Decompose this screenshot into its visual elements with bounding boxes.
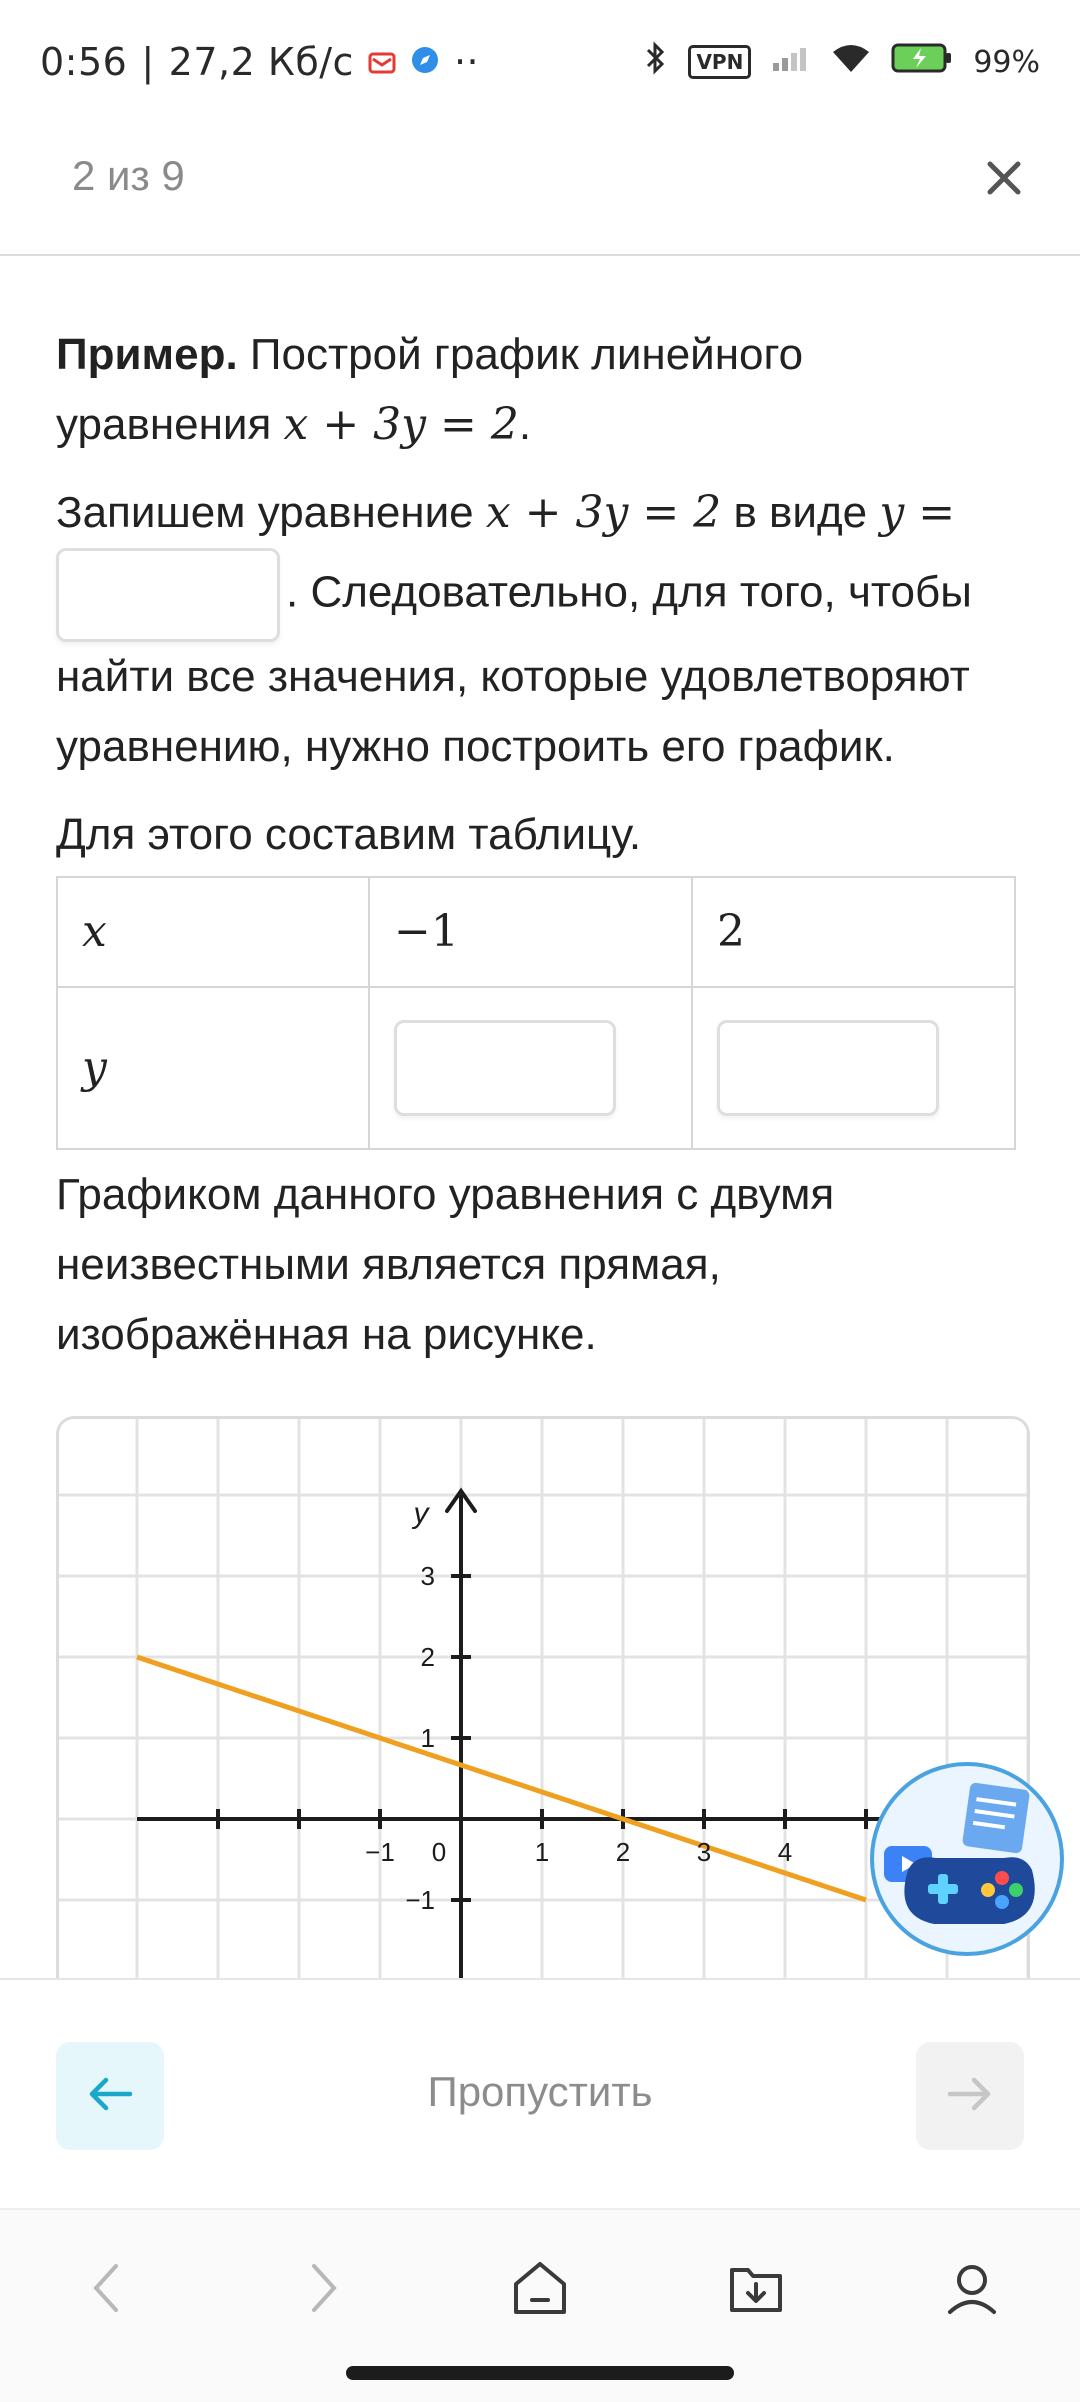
browser-home-button[interactable] xyxy=(504,2254,576,2326)
next-button[interactable] xyxy=(916,2042,1024,2150)
example-equation: x + 3y = 2 xyxy=(283,399,519,450)
y-tick-label: 1 xyxy=(420,1723,435,1753)
y-tick-label: −1 xyxy=(405,1885,435,1915)
status-right xyxy=(644,40,1040,84)
values-table xyxy=(56,876,1016,1150)
rewrite-text-c: . Следовательно, для того, чтобы найти все значения, которые удовлетворяют уравнению, нужно построить его график. xyxy=(56,567,972,771)
x-tick-label: −1 xyxy=(365,1837,395,1867)
status-speed: 27,2 Кб/с xyxy=(168,40,354,84)
example-label: Пример. xyxy=(56,330,238,379)
table-cell-x-label: x xyxy=(57,877,369,987)
lesson-header xyxy=(0,130,1080,256)
browser-profile-button[interactable] xyxy=(936,2254,1008,2326)
download-folder-icon xyxy=(726,2258,786,2323)
progress-counter: 2 из 9 xyxy=(72,152,185,199)
table-row-y xyxy=(57,987,1015,1149)
game-widget-button[interactable] xyxy=(870,1762,1064,1956)
table-cell-x1: −1 xyxy=(369,877,692,987)
example-text: Построй график линейного уравнения xyxy=(56,330,804,449)
table-cell-y2 xyxy=(692,987,1015,1149)
close-button[interactable] xyxy=(972,148,1036,212)
rewrite-paragraph xyxy=(56,478,1016,782)
compass-icon xyxy=(410,40,440,84)
gamepad-icon xyxy=(874,1766,1060,1952)
status-left xyxy=(40,40,479,84)
signal-icon xyxy=(771,43,811,81)
lesson-content xyxy=(56,320,1016,1388)
wifi-icon xyxy=(831,42,871,82)
equation-line xyxy=(137,1657,866,1900)
arrow-right-icon xyxy=(946,2076,994,2117)
rewrite-equation: x + 3y = 2 xyxy=(485,487,722,538)
y2-answer-input[interactable] xyxy=(717,1020,939,1116)
rewrite-text-a: Запишем уравнение xyxy=(56,488,474,537)
status-more: ·· xyxy=(453,40,480,84)
bluetooth-icon xyxy=(644,40,668,84)
status-bar xyxy=(0,0,1080,130)
mail-icon xyxy=(368,40,396,84)
graph-description: Графиком данного уравнения с двумя неизвестными является прямая, изображённая на рисунке. xyxy=(56,1170,835,1359)
home-icon xyxy=(510,2258,570,2323)
y-tick-label: 2 xyxy=(420,1642,435,1672)
table-row-x xyxy=(57,877,1015,987)
x-tick-label: 2 xyxy=(615,1837,631,1867)
close-icon xyxy=(986,160,1022,201)
rewrite-text-b: в виде xyxy=(733,488,868,537)
table-cell-x2: 2 xyxy=(692,877,1015,987)
status-separator: | xyxy=(141,40,155,84)
table-cell-y1 xyxy=(369,987,692,1149)
battery-percent: 99% xyxy=(973,44,1040,80)
chevron-right-icon xyxy=(306,2262,342,2319)
y1-answer-input[interactable] xyxy=(394,1020,616,1116)
table-intro: Для этого составим таблицу. xyxy=(56,810,642,859)
x-tick-label: 4 xyxy=(777,1837,793,1867)
browser-back-button[interactable] xyxy=(70,2254,142,2326)
example-paragraph: Пример. Построй график линейного уравнения x + 3y = 2. xyxy=(56,330,804,450)
x-tick-label: 1 xyxy=(534,1837,550,1867)
profile-icon xyxy=(942,2258,1002,2323)
skip-button[interactable]: Пропустить xyxy=(427,2068,653,2115)
y-tick-label: 3 xyxy=(420,1561,435,1591)
chevron-left-icon xyxy=(88,2262,124,2319)
table-cell-y-label: y xyxy=(57,987,369,1149)
home-indicator[interactable] xyxy=(346,2366,734,2380)
vpn-badge: VPN xyxy=(688,45,751,79)
x-tick-label: 0 xyxy=(431,1837,447,1867)
equation-answer-input[interactable] xyxy=(56,548,280,642)
x-tick-label: 3 xyxy=(696,1837,712,1867)
status-time: 0:56 xyxy=(40,40,128,84)
rewrite-y: y = xyxy=(879,487,956,538)
browser-downloads-button[interactable] xyxy=(720,2254,792,2326)
battery-icon xyxy=(891,42,953,82)
y-axis-label: y xyxy=(413,1497,429,1530)
browser-forward-button[interactable] xyxy=(288,2254,360,2326)
lesson-navigation xyxy=(0,1980,1080,2208)
